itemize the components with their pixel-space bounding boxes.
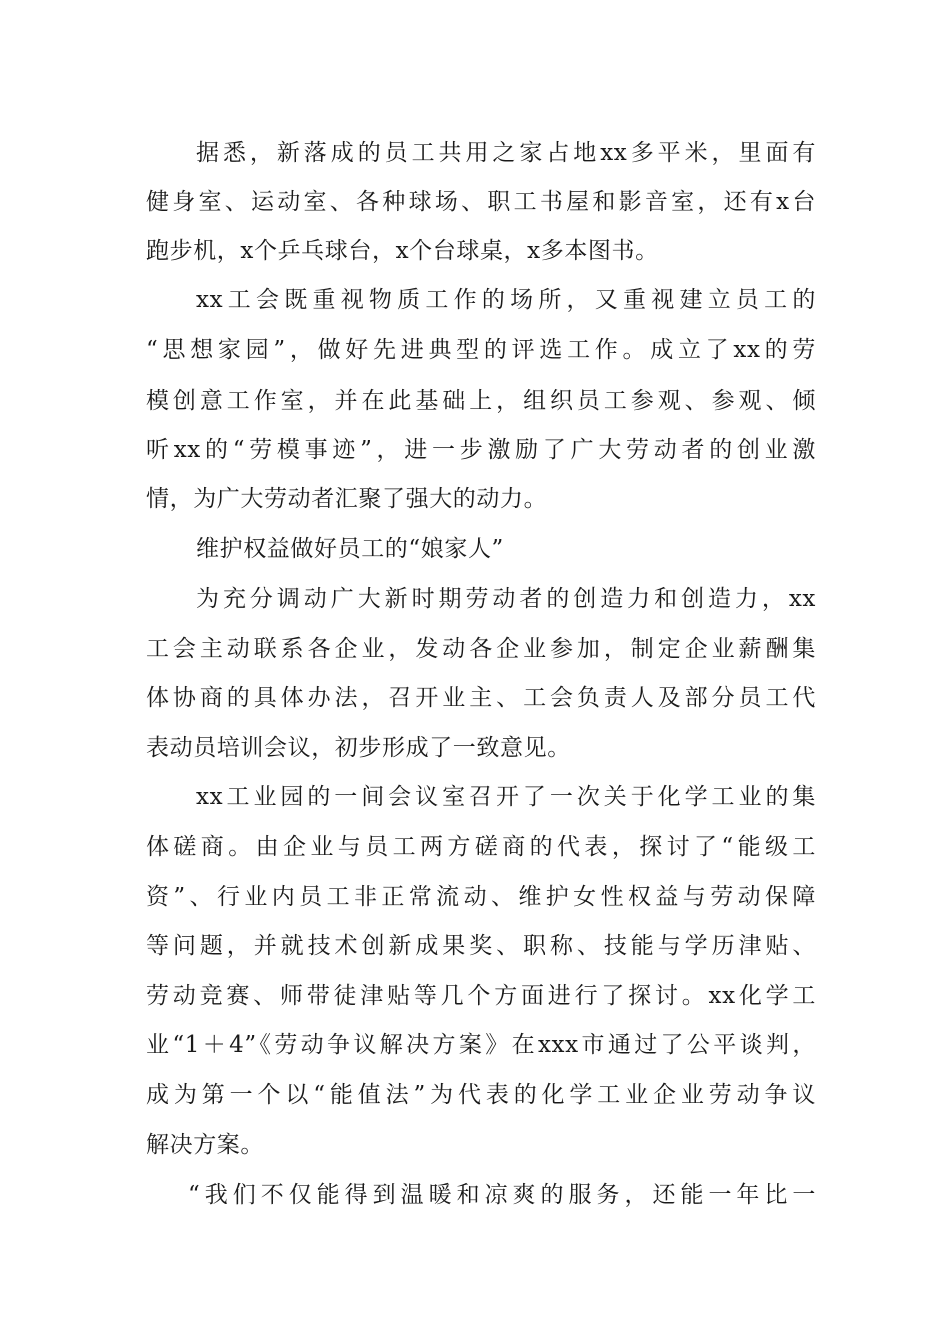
paragraph-1-line-3: 跑步机，x个乒乓球台，x个台球桌，x多本图书。 xyxy=(146,238,659,264)
paragraph-4-line-7: 成为第一个以“能值法”为代表的化学工业企业劳动争议 xyxy=(146,1082,816,1108)
paragraph-2-line-3: 模创意工作室，并在此基础上，组织员工参观、参观、倾 xyxy=(146,388,816,414)
paragraph-4-line-1: xx工业园的一间会议室召开了一次关于化学工业的集 xyxy=(196,784,816,810)
paragraph-1-line-2: 健身室、运动室、各种球场、职工书屋和影音室，还有x台 xyxy=(146,189,816,215)
paragraph-4-line-5: 劳动竞赛、师带徒津贴等几个方面进行了探讨。xx化学工 xyxy=(146,983,816,1009)
paragraph-3-line-4: 表动员培训会议，初步形成了一致意见。 xyxy=(146,735,571,761)
paragraph-3-line-3: 体协商的具体办法，召开业主、工会负责人及部分员工代 xyxy=(146,685,816,711)
paragraph-3-line-1: 为充分调动广大新时期劳动者的创造力和创造力，xx xyxy=(196,586,816,612)
paragraph-4-line-6: 业“1＋4”《劳动争议解决方案》在xxx市通过了公平谈判， xyxy=(146,1032,816,1058)
section-heading: 维护权益做好员工的“娘家人” xyxy=(196,536,504,562)
paragraph-4-line-3: 资”、行业内员工非正常流动、维护女性权益与劳动保障 xyxy=(146,884,816,910)
paragraph-2-line-5: 情，为广大劳动者汇聚了强大的动力。 xyxy=(146,486,548,512)
paragraph-2-line-2: “思想家园”，做好先进典型的评选工作。成立了xx的劳 xyxy=(146,337,816,363)
paragraph-2-line-4: 听xx的“劳模事迹”，进一步激励了广大劳动者的创业激 xyxy=(146,437,816,463)
paragraph-5-line-1: “我们不仅能得到温暖和凉爽的服务，还能一年比一 xyxy=(188,1182,816,1208)
paragraph-3-line-2: 工会主动联系各企业，发动各企业参加，制定企业薪酬集 xyxy=(146,636,816,662)
paragraph-4-line-8: 解决方案。 xyxy=(146,1132,264,1158)
paragraph-4-line-4: 等问题，并就技术创新成果奖、职称、技能与学历津贴、 xyxy=(146,933,816,959)
paragraph-2-line-1: xx工会既重视物质工作的场所，又重视建立员工的 xyxy=(196,287,816,313)
paragraph-1-line-1: 据悉，新落成的员工共用之家占地xx多平米，里面有 xyxy=(196,140,816,166)
paragraph-4-line-2: 体磋商。由企业与员工两方磋商的代表，探讨了“能级工 xyxy=(146,834,816,860)
